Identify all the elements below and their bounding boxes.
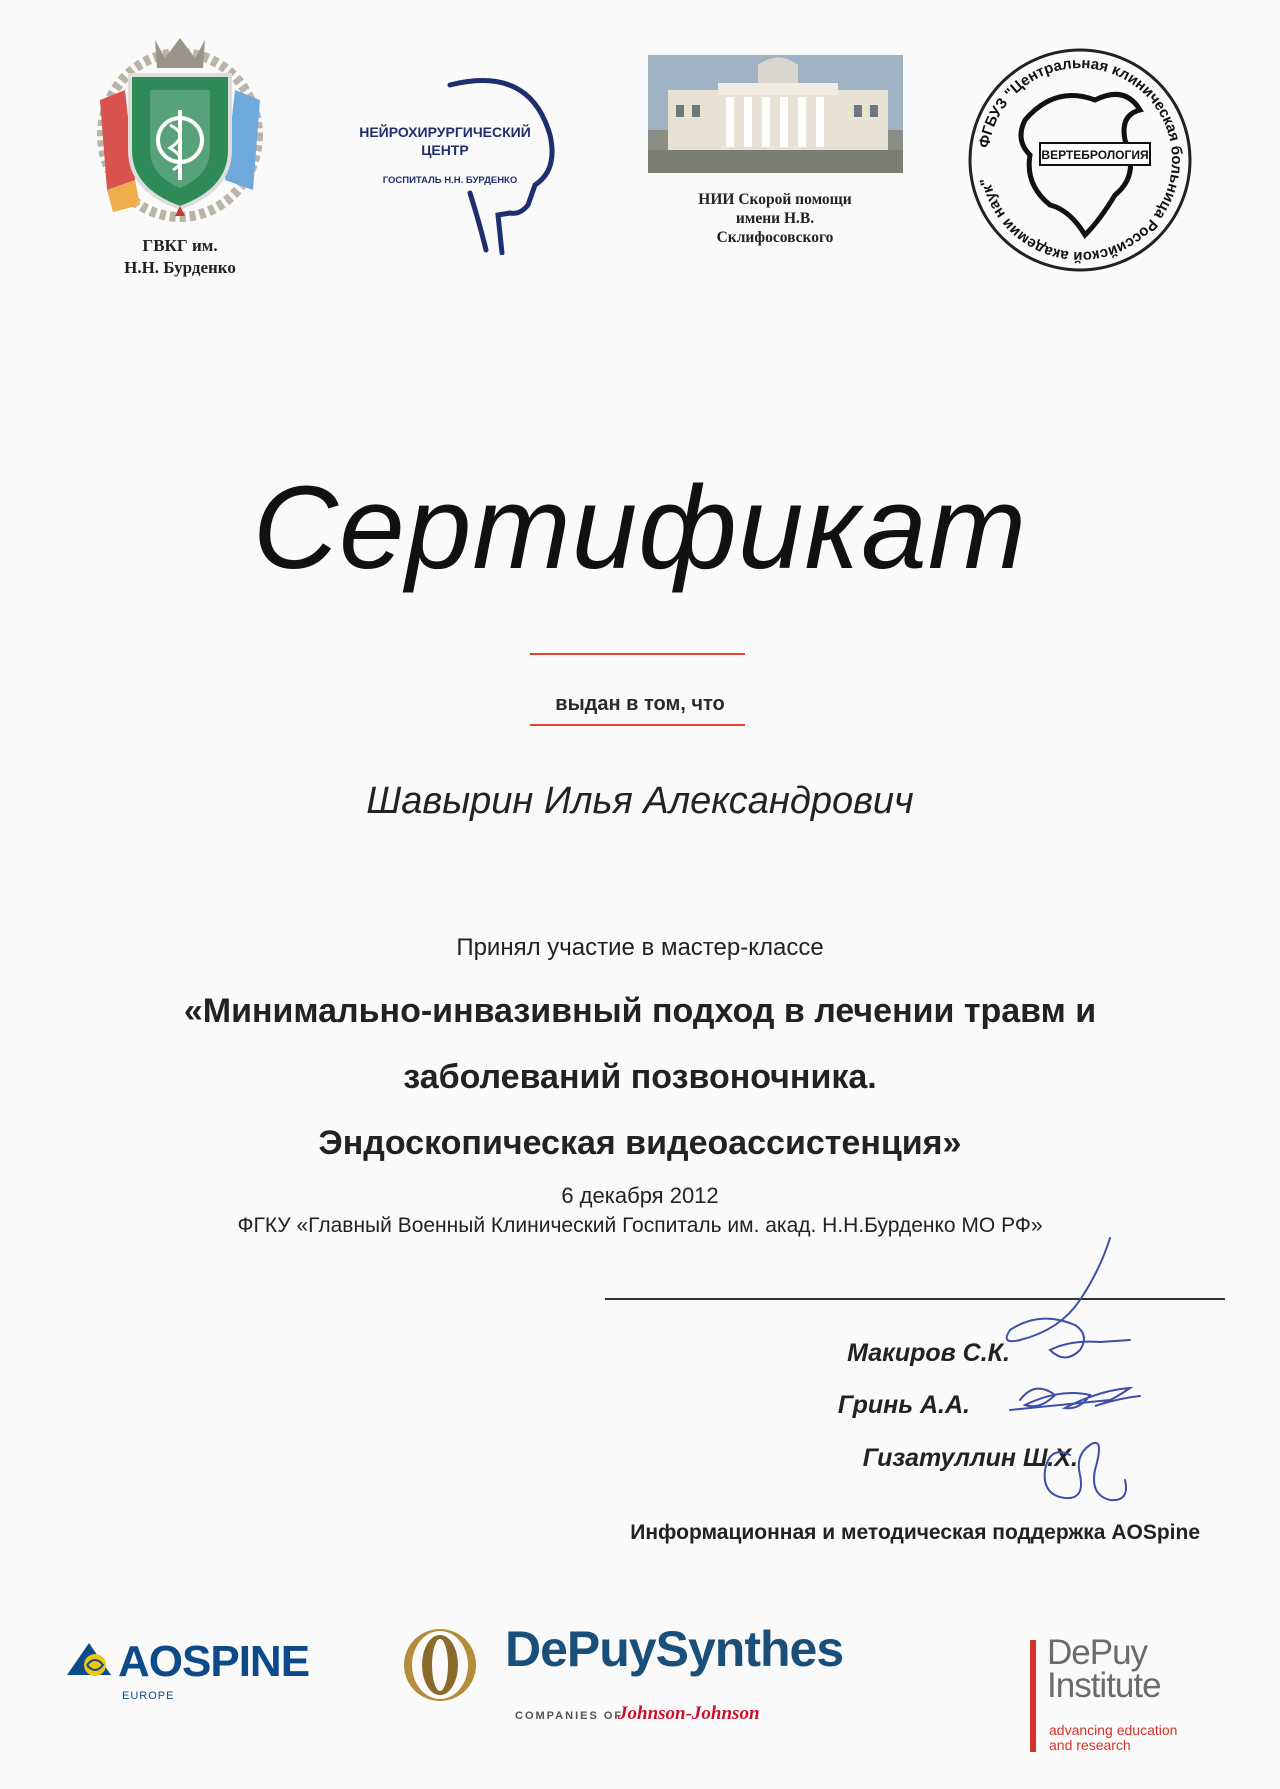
sklif-caption-line: НИИ Скорой помощи: [698, 191, 852, 208]
course-title-line: Эндоскопическая видеоассистенция»: [318, 1124, 962, 1162]
vertebrology-seal: [965, 45, 1195, 275]
signatory-2: Гринь А.А.: [837, 1391, 970, 1419]
issued-label: выдан в том, что: [555, 693, 725, 715]
depuy-synthes-wordmark: DePuySynthes: [505, 1621, 844, 1677]
support-text: Информационная и методическая поддержка AOSpine: [630, 1521, 1200, 1544]
handwritten-signatures: [980, 1230, 1170, 1530]
depuy-institute-bar: [1030, 1640, 1036, 1752]
aospine-ao: AO: [118, 1637, 182, 1686]
institute-tagline-line: and research: [1049, 1737, 1131, 1753]
johnson-johnson-logo: Johnson-Johnson: [618, 1703, 760, 1724]
host-organization: ФГКУ «Главный Военный Клинический Госпиталь им. акад. Н.Н.Бурденко МО РФ»: [237, 1214, 1043, 1237]
seal-center-text: ВЕРТЕБРОЛОГИЯ: [1041, 148, 1149, 162]
recipient-name: Шавырин Илья Александрович: [366, 780, 914, 822]
institute-title-line: Institute: [1047, 1666, 1161, 1705]
sklifosovsky-building-photo: [648, 55, 903, 173]
aospine-wordmark: [118, 1637, 309, 1687]
gvkg-caption-line: ГВКГ им.: [142, 236, 218, 255]
course-title-line: «Минимально-инвазивный подход в лечении травм и: [183, 992, 1097, 1030]
gvkg-crest-logo: [95, 30, 265, 225]
sklif-caption-line: имени Н.В.: [735, 210, 815, 227]
neurosurgery-head-icon: [440, 75, 560, 255]
sklifosovsky-caption: [640, 190, 910, 247]
signatory-3: Гизатуллин Ш.Х.: [862, 1444, 1078, 1472]
certificate-title: Сертификат: [252, 462, 1028, 594]
depuy-institute-tagline: [1049, 1723, 1177, 1753]
neuro-title-line: НЕЙРОХИРУРГИЧЕСКИЙ: [359, 124, 531, 140]
seal-ring-textpath: ФГБУЗ "Центральная клиническая больница Российской академии наук": [975, 54, 1186, 266]
title-divider-bottom: [530, 724, 745, 726]
course-title: [0, 978, 1280, 1176]
event-date: 6 декабря 2012: [561, 1183, 719, 1208]
neurosurgery-center-subtitle: ГОСПИТАЛЬ Н.Н. БУРДЕНКО: [382, 175, 518, 186]
depuy-synthes-mark-icon: [400, 1625, 480, 1705]
institute-tagline-line: advancing education: [1049, 1722, 1178, 1738]
depuy-institute-title: [1047, 1633, 1161, 1705]
neuro-title-line: ЦЕНТР: [421, 142, 469, 158]
depuy-companies-label: COMPANIES OF: [515, 1710, 624, 1722]
signatory-1: Макиров С.К.: [847, 1339, 1010, 1367]
participation-text: Принял участие в мастер-классе: [456, 934, 824, 961]
institute-title-line: DePuy: [1047, 1633, 1148, 1672]
aospine-spine: SPINE: [182, 1637, 310, 1686]
neurosurgery-center-title: [330, 123, 560, 159]
aospine-region: EUROPE: [122, 1690, 175, 1702]
course-title-line: заболеваний позвоночника.: [403, 1058, 877, 1096]
gvkg-caption-line: Н.Н. Бурденко: [124, 258, 236, 277]
title-divider-top: [530, 653, 745, 655]
sklif-caption-line: Склифосовского: [716, 229, 834, 246]
gvkg-caption: [70, 235, 290, 279]
